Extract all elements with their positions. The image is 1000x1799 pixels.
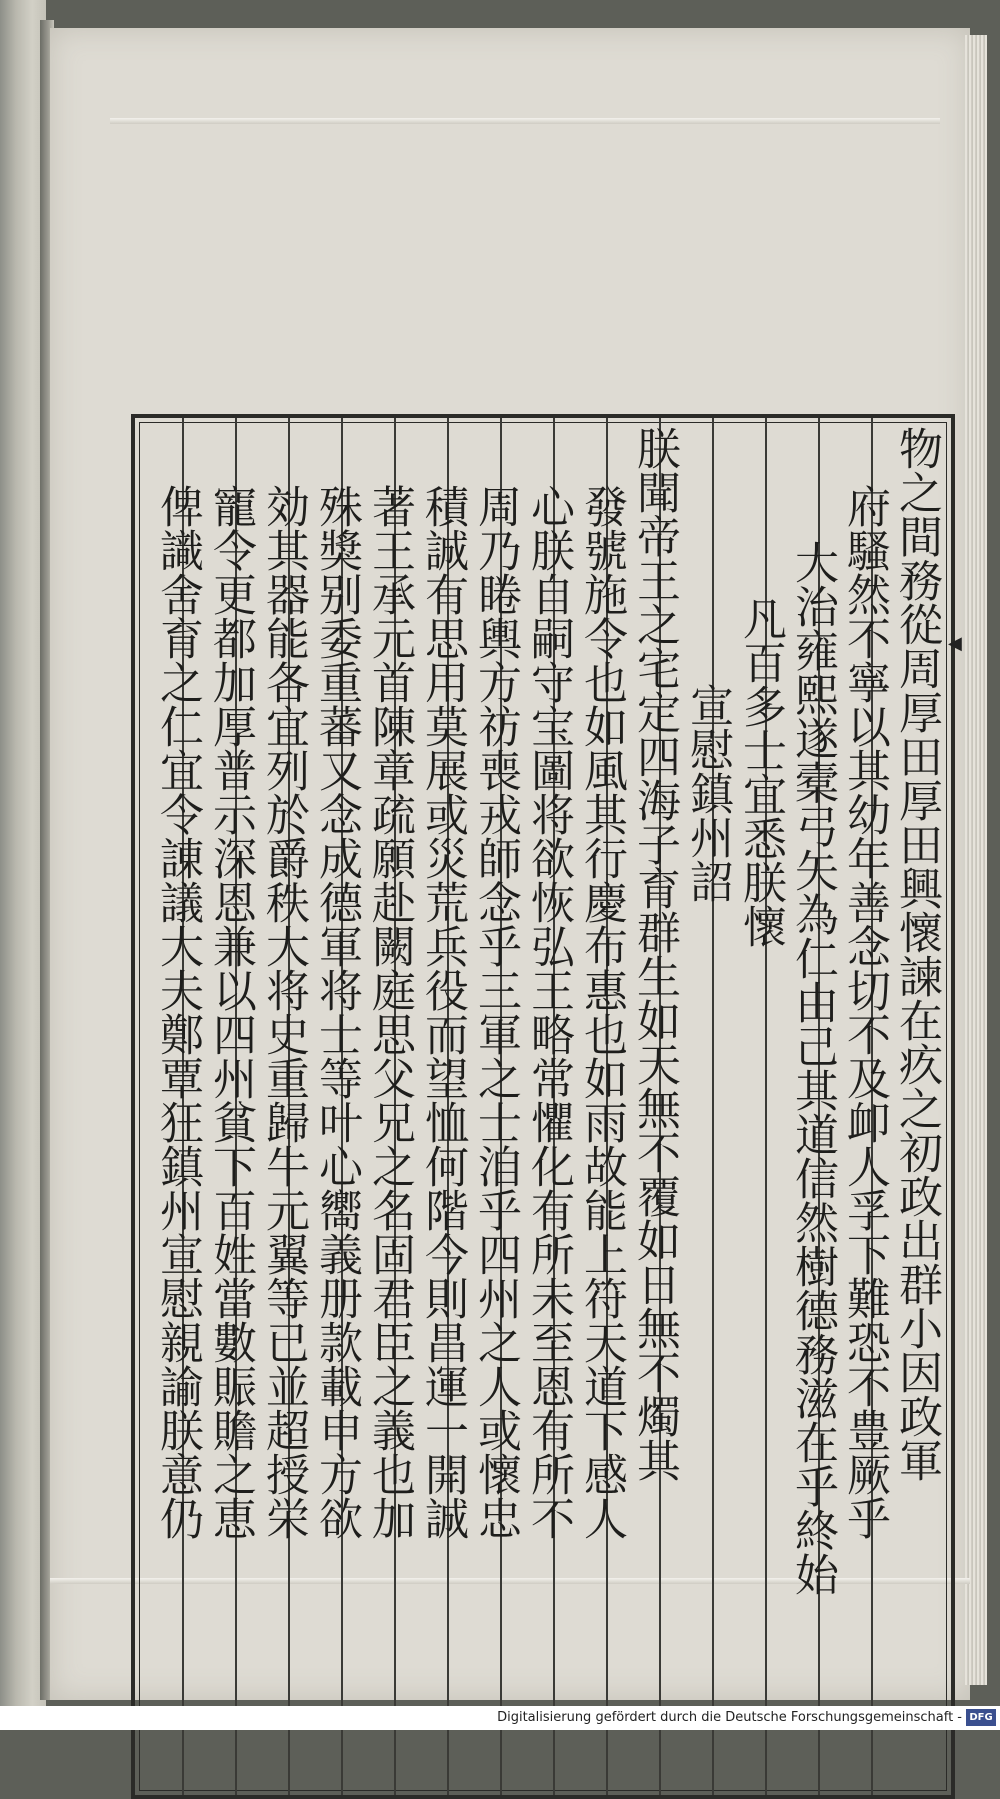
text-column-12: 殊獎别委重蕃又念成德軍将士等叶心嚮義册款載申方欲	[311, 484, 362, 1540]
text-column-3: 大治雍熙遂槖弓矢為仁由己其道信然樹德務滋在乎終始	[787, 540, 838, 1596]
text-column-8: 心朕自嗣守宝圖将欲恢弘王略常懼化有所未至恩有所不	[523, 484, 574, 1540]
dfg-logo: DFG	[966, 1709, 996, 1726]
page-edges	[965, 35, 987, 1685]
digitization-footer	[0, 1706, 1000, 1730]
text-column-6: 朕聞帝王之宅定四海子育群生如天無不覆如日無不燭其	[629, 426, 680, 1482]
text-column-14: 寵令更都加厚普示深恩兼以四州貧下百姓當數賑贍之恵	[205, 484, 256, 1540]
text-column-2: 府騷然不寧以其幼年善念切不及卹人孚下難恐不豊厥乎	[839, 484, 890, 1540]
text-column-13: 効其器能各宜列於爵秩大将史重歸牛元翼等已並超授栄	[258, 484, 309, 1540]
text-column-15: 俾識舍育之仁宜令諌議大夫鄭覃狂鎮州宣慰親諭朕意仍	[152, 484, 203, 1540]
text-column-10: 積誠有思用莫展或災荒兵役而望恤何階今則昌運一開誠	[417, 484, 468, 1540]
text-column-9: 周乃睠輿方祊喪戎師念乎三軍之士洎乎四州之人或懷忠	[470, 484, 521, 1540]
edict-heading: 宣慰鎮州詔	[682, 683, 733, 903]
text-column-7: 發號施令也如風其行慶布惠也如雨故能上符天道下感人	[576, 484, 627, 1540]
footer-credit: Digitalisierung gefördert durch die Deutsche Forschungsgemeinschaft -	[497, 1710, 962, 1725]
column-rule	[712, 418, 714, 1795]
text-column-11: 著王承元首陳章疏願赴闕庭思父兄之名固君臣之義也加	[364, 484, 415, 1540]
top-fold-line	[110, 118, 940, 124]
text-column-1: 物之間務從周厚田厚田興懷諫在疚之初政出群小因政軍	[891, 426, 942, 1482]
page-marker-icon: ◀	[948, 633, 962, 654]
text-column-4: 凡百多士宜悉朕懷	[735, 596, 786, 948]
